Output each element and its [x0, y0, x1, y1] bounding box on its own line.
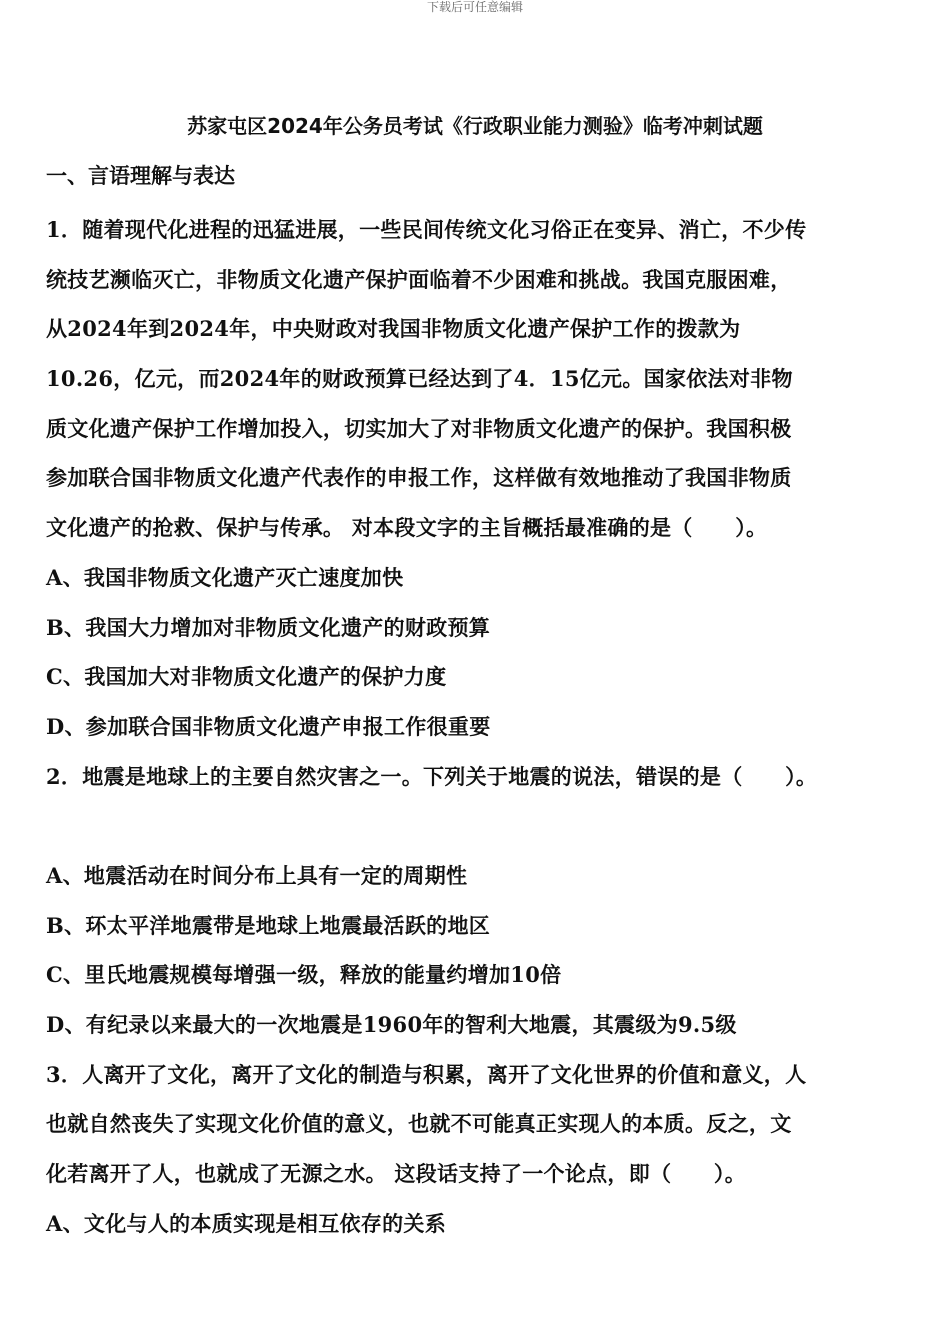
- question-1-stem-line: 参加联合国非物质文化遗产代表作的申报工作，这样做有效地推动了我国非物质: [46, 465, 792, 491]
- question-2-option-c: C、里氏地震规模每增强一级，释放的能量约增加10倍: [46, 962, 562, 988]
- question-1-option-a: A、我国非物质文化遗产灭亡速度加快: [46, 564, 404, 590]
- question-1-stem-line: 统技艺濒临灭亡，非物质文化遗产保护面临着不少困难和挑战。我国克服困难，: [46, 266, 792, 292]
- question-1-option-b: B、我国大力增加对非物质文化遗产的财政预算: [46, 614, 491, 640]
- question-1: [46, 205, 912, 752]
- question-3-stem-line: 也就自然丧失了实现文化价值的意义，也就不可能真正实现人的本质。反之，文: [46, 1111, 792, 1137]
- question-3: [46, 1050, 912, 1249]
- question-1-stem-line: 质文化遗产保护工作增加投入，切实加大了对非物质文化遗产的保护。我国积极: [46, 415, 792, 441]
- question-1-stem-line: 1．随着现代化进程的迅猛进展，一些民间传统文化习俗正在变异、消亡，不少传: [46, 217, 807, 242]
- question-1-option-d: D、参加联合国非物质文化遗产申报工作很重要: [46, 713, 491, 739]
- question-3-stem-line: 化若离开了人，也就成了无源之水。 这段话支持了一个论点，即（ ）。: [46, 1161, 747, 1187]
- question-2-option-b: B、环太平洋地震带是地球上地震最活跃的地区: [46, 912, 491, 938]
- question-1-stem-line: 10.26，亿元，而2024年的财政预算已经达到了4．15亿元。国家依法对非物: [46, 366, 793, 392]
- question-3-option-a: A、文化与人的本质实现是相互依存的关系: [46, 1210, 446, 1236]
- question-1-option-c: C、我国加大对非物质文化遗产的保护力度: [46, 664, 447, 690]
- question-1-stem-line: 从2024年到2024年，中央财政对我国非物质文化遗产保护工作的拨款为: [46, 316, 741, 342]
- watermark: 下载后可任意编辑: [426, 0, 523, 14]
- question-2-stem-line: 2．地震是地球上的主要自然灾害之一。下列关于地震的说法，错误的是（ ）。: [46, 763, 818, 789]
- question-3-stem-line: 3．人离开了文化，离开了文化的制造与积累，离开了文化世界的价值和意义，人: [46, 1061, 807, 1087]
- question-1-stem-line: 文化遗产的抢救、保护与传承。 对本段文字的主旨概括最准确的是（ ）。: [46, 515, 768, 541]
- page-title: 苏家屯区2024年公务员考试《行政职业能力测验》临考冲刺试题: [187, 114, 763, 138]
- question-2: [46, 752, 912, 1050]
- section-heading: 一、言语理解与表达: [46, 164, 235, 188]
- question-2-option-a: A、地震活动在时间分布上具有一定的周期性: [46, 862, 468, 888]
- blank-line: [46, 801, 912, 851]
- question-list: [46, 205, 912, 1248]
- question-2-option-d: D、有纪录以来最大的一次地震是1960年的智利大地震，其震级为9.5级: [46, 1012, 737, 1037]
